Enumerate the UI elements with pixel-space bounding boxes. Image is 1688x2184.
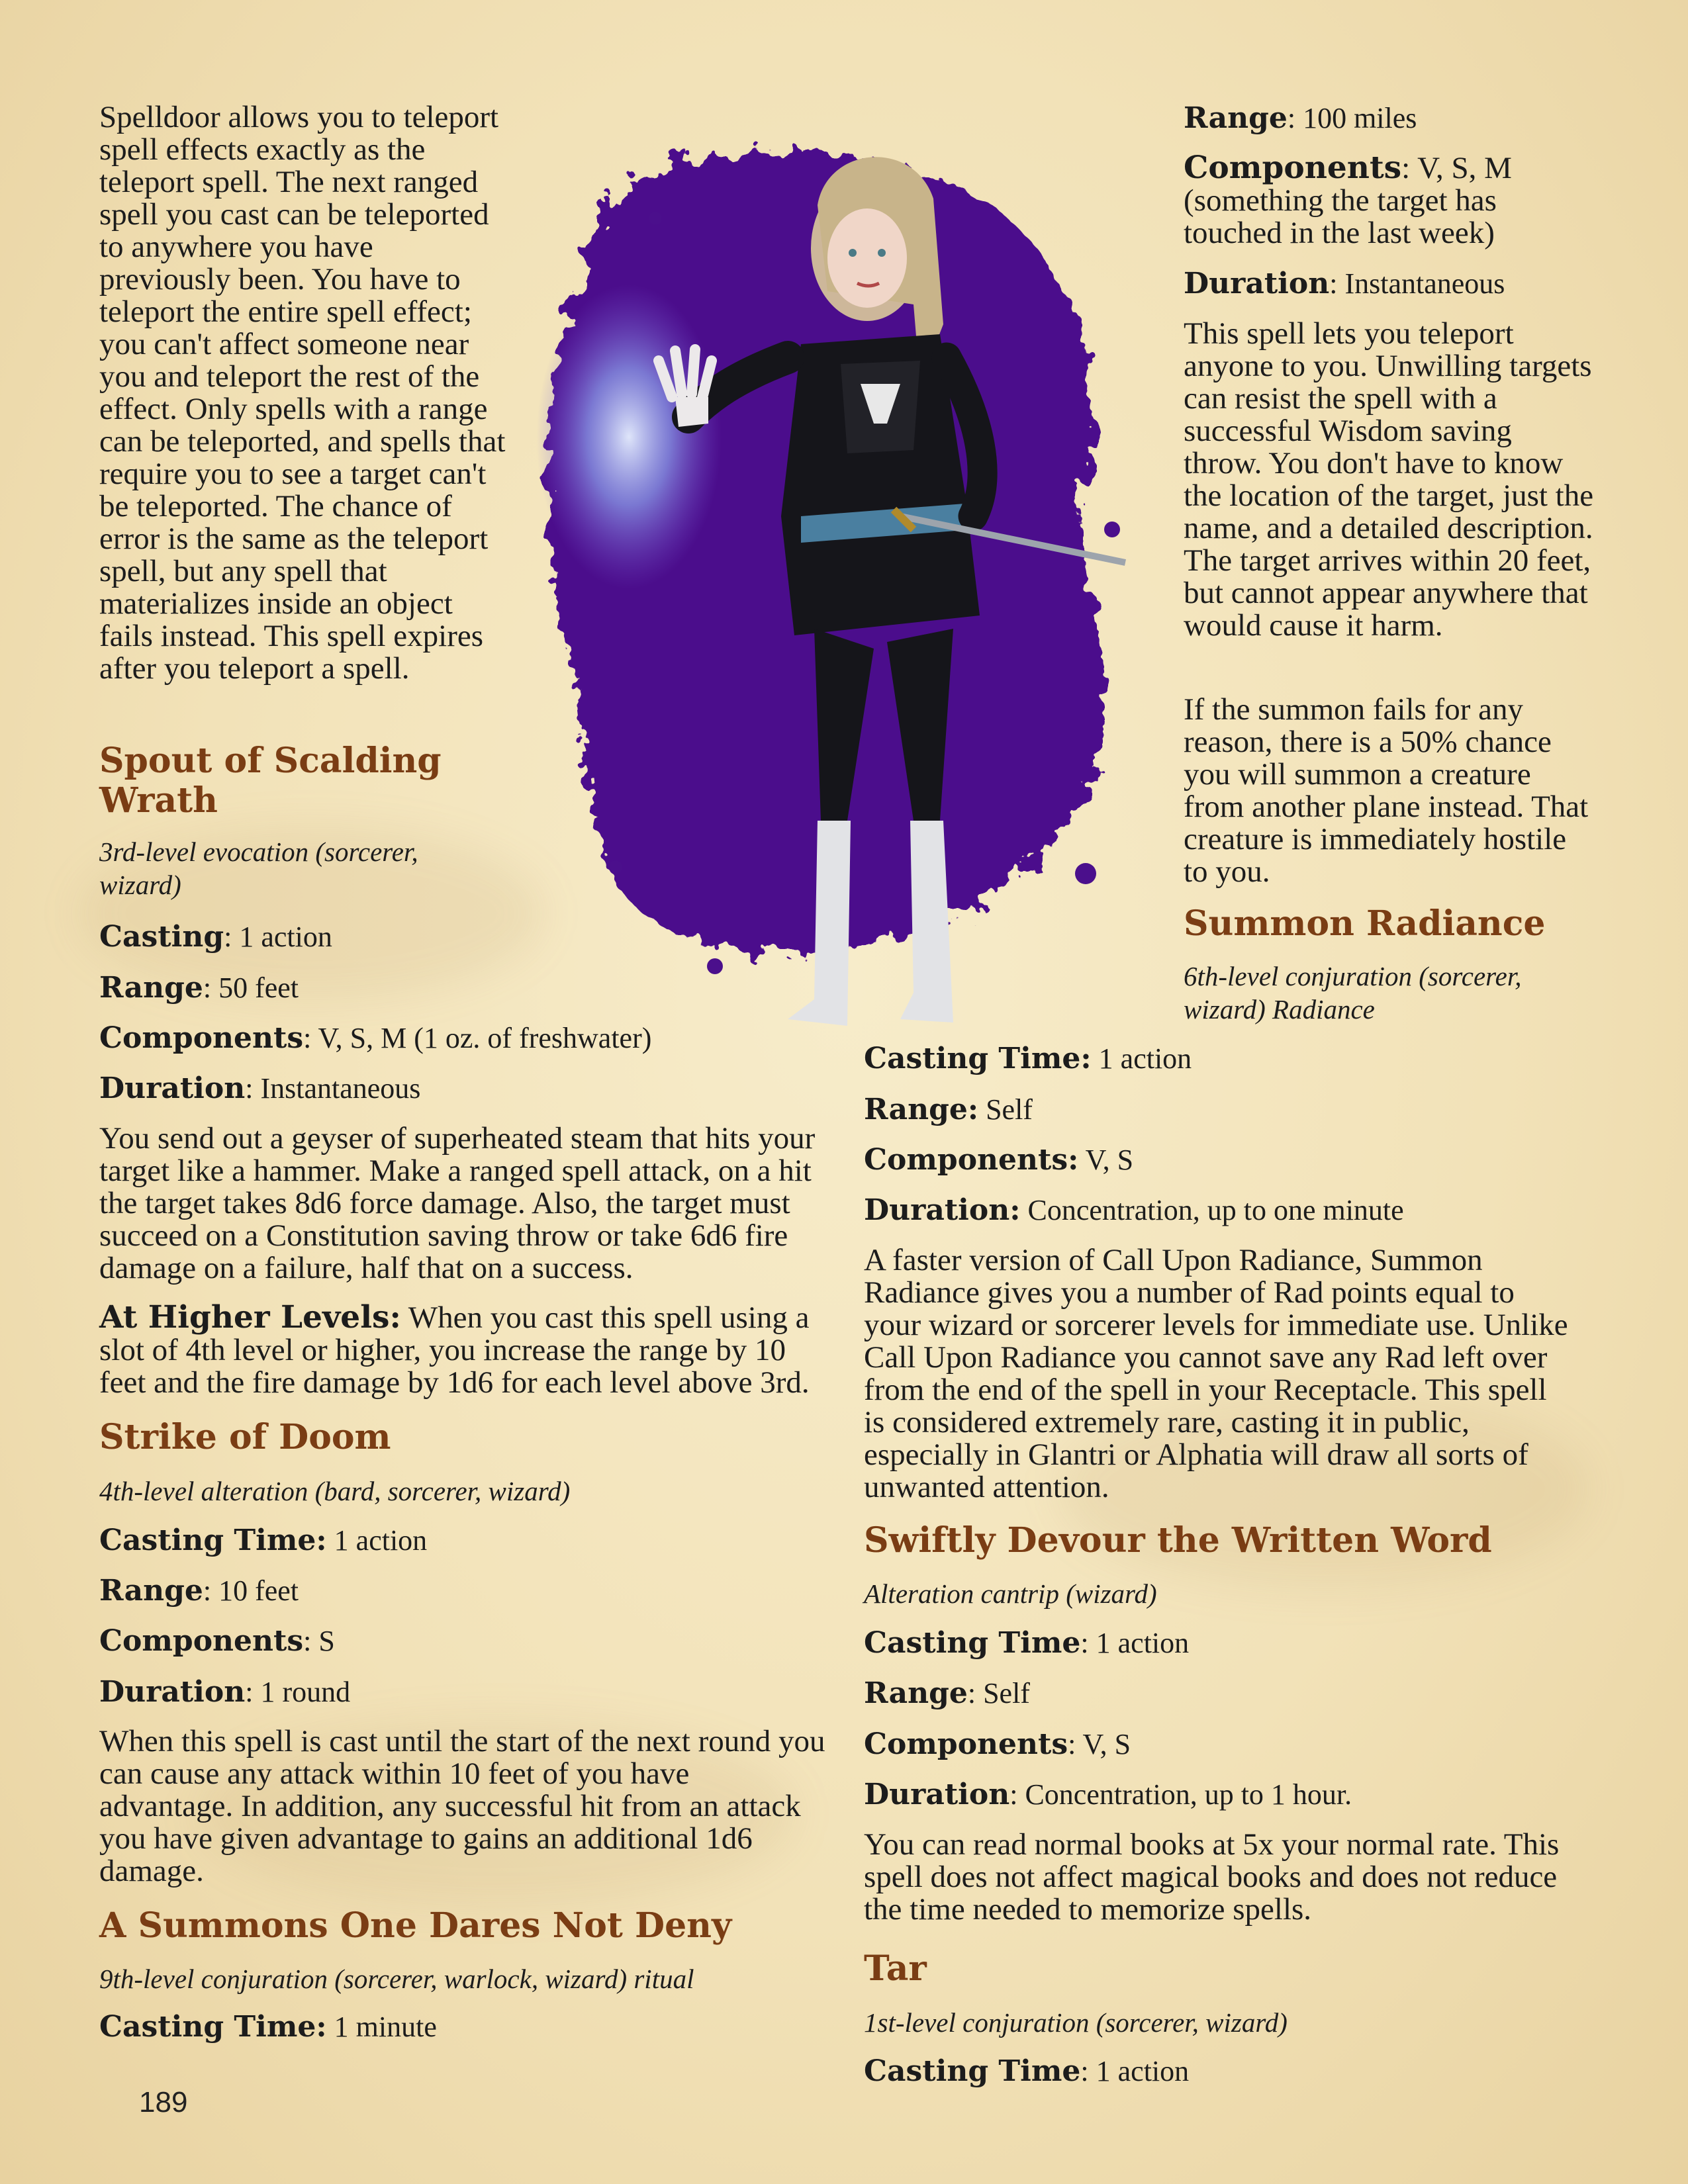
sorceress-illustration [516, 106, 1165, 1046]
tar-title: Tar [864, 1948, 927, 1989]
radiance-subtitle: 6th-level conjuration (sorcerer, wizard) Radiance [1184, 961, 1522, 1024]
spout-title: Spout of Scalding Wrath [99, 741, 442, 821]
page-number: 189 [139, 2086, 188, 2118]
strike-description: When this spell is cast until the start of the next round you can cause any attack within 10 feet of you have advantage. In addition, any successful hit from an attack you have given advantage to gains an additional 1d6 damage. [99, 1724, 825, 1888]
strike-title: Strike of Doom [99, 1417, 391, 1457]
summons-failure: If the summon fails for any reason, there is a 50% chance you will summon a creature from another plane instead. That creature is immediately hostile to you. [1184, 692, 1589, 889]
spout-higher-levels: At Higher Levels: When you cast this spell using a slot of 4th level or higher, you increase the range by 10 feet and the fire damage by 1d6 for each level above 3rd. [99, 1299, 810, 1400]
spout-duration: Duration: Instantaneous [99, 1071, 421, 1105]
devour-subtitle: Alteration cantrip (wizard) [864, 1578, 1157, 1609]
radiance-components: Components: V, S [864, 1143, 1134, 1177]
strike-components: Components: S [99, 1624, 335, 1658]
summons-range: Range: 100 miles [1184, 101, 1417, 135]
summons-title: A Summons One Dares Not Deny [99, 1905, 732, 1946]
radiance-description: A faster version of Call Upon Radiance, Summon Radiance gives you a number of Rad points equal to your wizard or sorcerer levels for immediate use. Unlike Call Upon Radiance you cannot save any Rad left over from the end of the spell in your Receptacle. This spell is considered extremely rare, casting it in public, especially in Glantri or Alphatia will draw all sorts of unwanted attention. [864, 1243, 1568, 1504]
devour-duration: Duration: Concentration, up to 1 hour. [864, 1778, 1352, 1811]
radiance-title: Summon Radiance [1184, 903, 1546, 944]
summons-description: This spell lets you teleport anyone to you. Unwilling targets can resist the spell with a successful Wisdom saving throw. You don't have to know the location of the target, just the name, and a detailed description. The target arrives within 20 feet, but cannot appear anywhere that would cause it harm. [1184, 316, 1594, 643]
summons-casting: Casting Time: 1 minute [99, 2010, 437, 2044]
spout-description: You send out a geyser of superheated steam that hits your target like a hammer. Make a ranged spell attack, on a hit the target takes 8d6 force damage. Also, the target must succeed on a Constitution saving throw or take 6d6 fire damage on a failure, half that on a success. [99, 1121, 816, 1285]
spout-casting: Casting: 1 action [99, 920, 332, 954]
strike-duration: Duration: 1 round [99, 1675, 351, 1709]
summons-duration: Duration: Instantaneous [1184, 267, 1505, 300]
spout-range: Range: 50 feet [99, 971, 299, 1005]
devour-range: Range: Self [864, 1676, 1030, 1710]
intro-paragraph: Spelldoor allows you to teleport spell effects exactly as the teleport spell. The next ranged spell you cast can be teleported to anywhere you have previously been. You have to teleport the entire spell effect; you can't affect someone near you and teleport the rest of the effect. Only spells with a range can be teleported, and spells that require you to see a target can't be teleported. The chance of error is the same as the teleport spell, but any spell that materializes inside an object fails instead. This spell expires after you teleport a spell. [99, 100, 506, 686]
devour-components: Components: V, S [864, 1727, 1131, 1761]
radiance-duration: Duration: Concentration, up to one minute [864, 1193, 1404, 1227]
summons-subtitle: 9th-level conjuration (sorcerer, warlock, wizard) ritual [99, 1964, 694, 1994]
devour-title: Swiftly Devour the Written Word [864, 1520, 1492, 1561]
radiance-casting: Casting Time: 1 action [864, 1042, 1192, 1075]
summons-components: Components: V, S, M (something the target has touched in the last week) [1184, 150, 1512, 250]
tar-subtitle: 1st-level conjuration (sorcerer, wizard) [864, 2007, 1288, 2038]
devour-description: You can read normal books at 5x your normal rate. This spell does not affect magical books and does not reduce the time needed to memorize spells. [864, 1827, 1560, 1927]
strike-subtitle: 4th-level alteration (bard, sorcerer, wizard) [99, 1476, 571, 1506]
strike-casting: Casting Time: 1 action [99, 1524, 428, 1557]
tar-casting: Casting Time: 1 action [864, 2054, 1190, 2088]
devour-casting: Casting Time: 1 action [864, 1626, 1190, 1660]
strike-range: Range: 10 feet [99, 1574, 299, 1608]
spout-components: Components: V, S, M (1 oz. of freshwater) [99, 1021, 652, 1055]
radiance-range: Range: Self [864, 1093, 1033, 1126]
spout-subtitle: 3rd-level evocation (sorcerer, wizard) [99, 837, 418, 900]
